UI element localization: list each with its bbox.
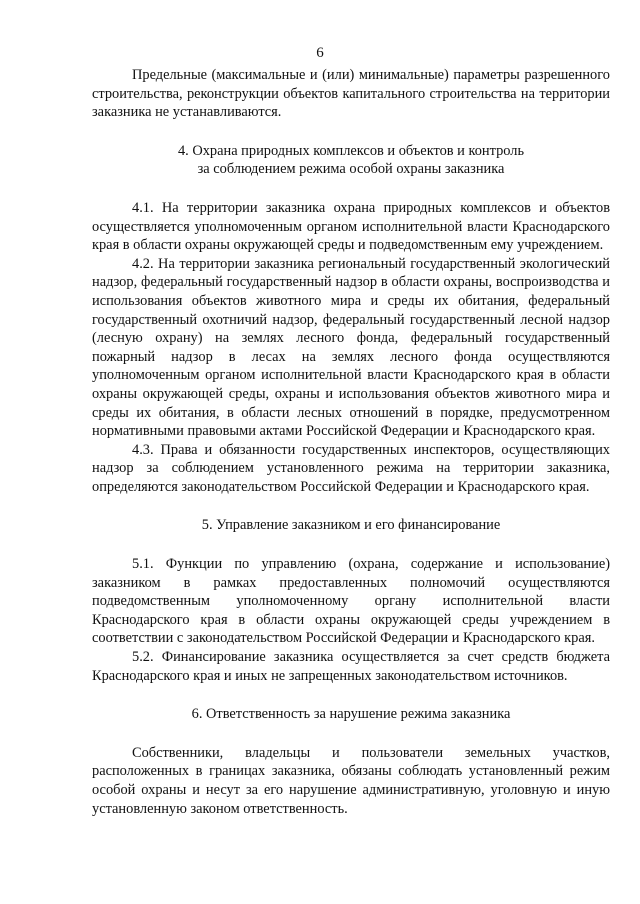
intro-paragraph: Предельные (максимальные и (или) минимальные) параметры разрешенного строительства, реконструкции объектов капитального строительства на территории заказника не устанавливаются. — [92, 67, 610, 121]
paragraph-4-3: 4.3. Права и обязанности государственных инспекторов, осуществляющих надзор за соблюдением установленного режима на территории заказника, определяются законодательством Российской Федерации и Краснодарского края. — [92, 441, 610, 495]
paragraph-5-1: 5.1. Функции по управлению (охрана, содержание и использование) заказником в рамках предоставленных полномочий осуществляются подведомственным уполномоченному органу исполнительной власти Краснодарского края в области охраны окружающей среды учреждением в соответствии с законодательством Российской Федерации и Краснодарского края. — [92, 556, 610, 647]
section-4-heading-line-2: за соблюдением режима особой охраны заказника — [197, 161, 505, 178]
section-4 — [92, 142, 610, 497]
document-body — [92, 66, 610, 818]
section-6-heading: 6. Ответственность за нарушение режима заказника — [191, 706, 511, 723]
paragraph-4-1: 4.1. На территории заказника охрана природных комплексов и объектов осуществляется уполномоченным органом исполнительной власти Краснодарского края в области охраны окружающей среды и подведомственным ему учреждением. — [92, 199, 610, 254]
paragraph-4-2: 4.2. На территории заказника региональный государственный экологический надзор, федеральный государственный надзор в области охраны, воспроизводства и использования объектов животного мира и среды их обитания, федеральный государственный охотничий надзор, федеральный государственный лесной надзор (лесную охрану) на землях лесного фонда, федеральный государственный пожарный надзор в лесах на землях лесного фонда осуществляются уполномоченным органом исполнительной власти Краснодарского края в области охраны окружающей среды, охраны и использования объектов животного мира и среды их обитания, в области лесных отношений в порядке, предусмотренном нормативными правовыми актами Российской Федерации и Краснодарского края. — [92, 255, 610, 440]
section-5-heading: 5. Управление заказником и его финансирование — [201, 517, 501, 534]
paragraph-6-1: Собственники, владельцы и пользователи земельных участков, расположенных в границах заказника, обязаны соблюдать установленный режим особой охраны и несут за его нарушение административную, уголовную и иную установленную законом ответственность. — [92, 744, 610, 817]
page-number: 6 — [316, 45, 324, 61]
paragraph-5-2: 5.2. Финансирование заказника осуществляется за счет средств бюджета Краснодарского края и иных не запрещенных законодательством источников. — [92, 649, 610, 684]
section-4-heading-line-1: 4. Охрана природных комплексов и объектов и контроль — [177, 142, 525, 159]
section-6 — [92, 705, 610, 818]
section-5 — [92, 516, 610, 685]
